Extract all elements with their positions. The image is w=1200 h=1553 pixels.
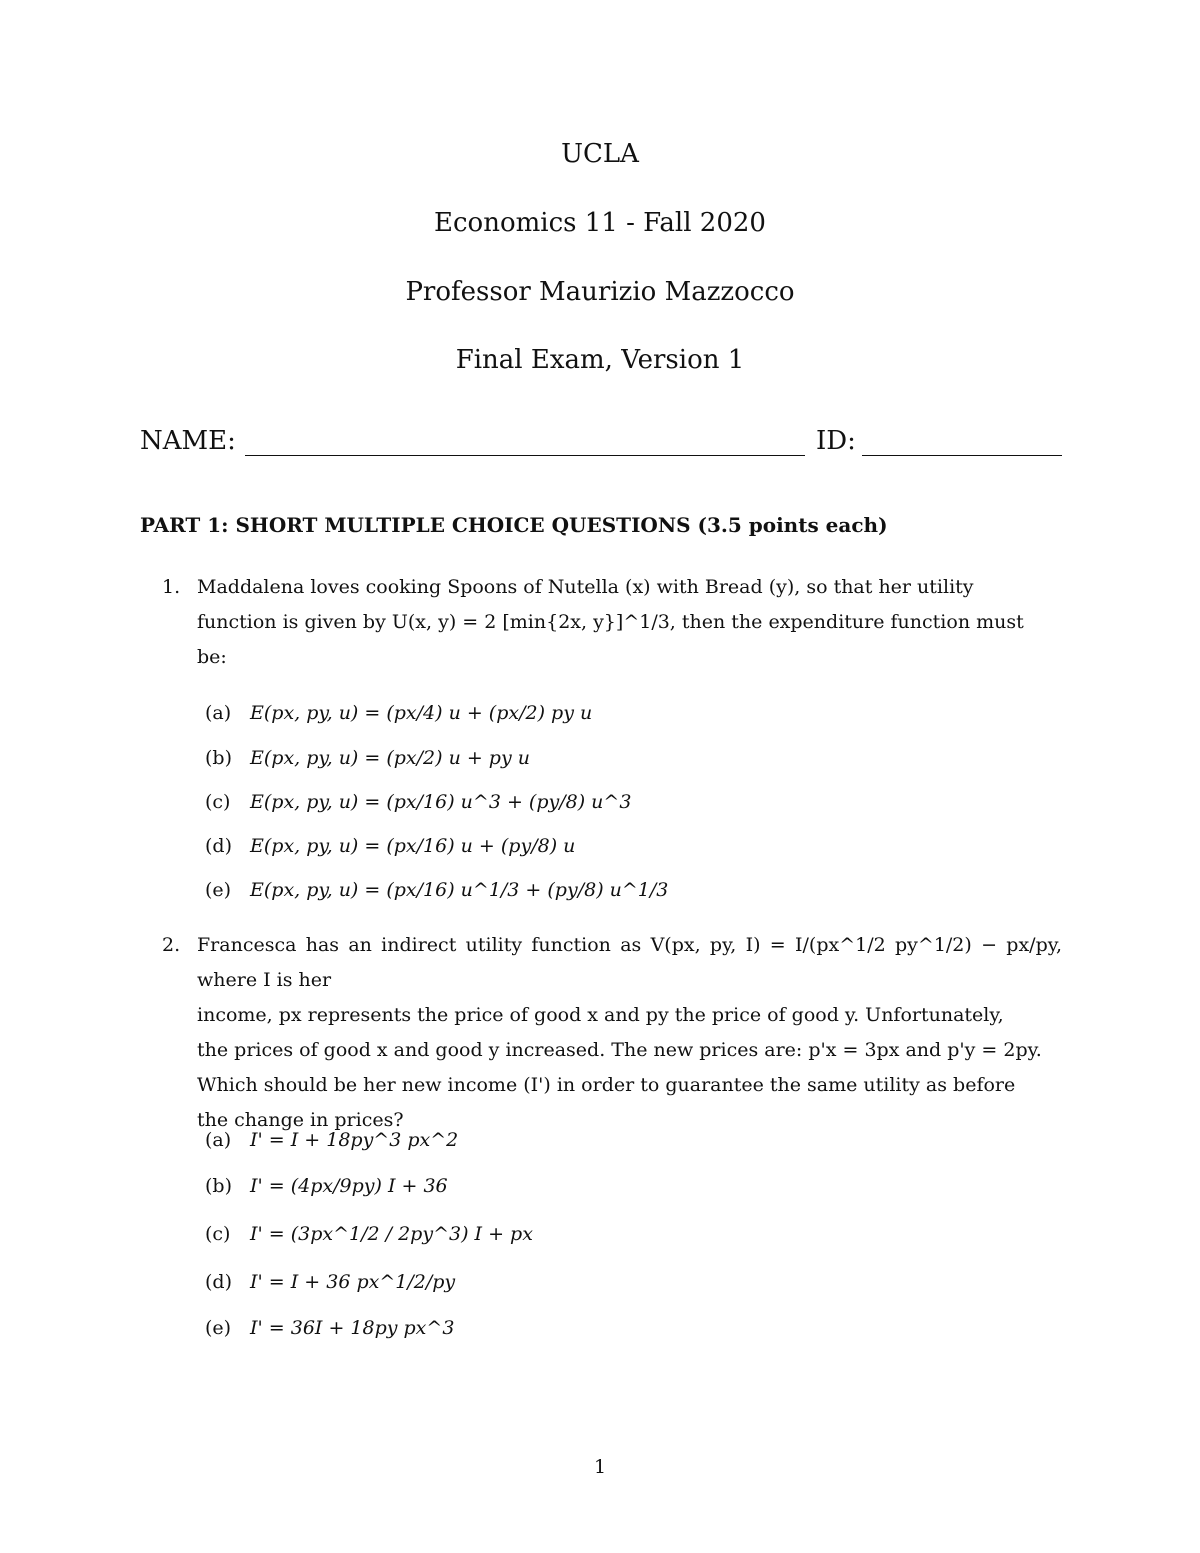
option-text: I' = I + 36 px^1/2/py xyxy=(250,1271,456,1293)
option-c[interactable] xyxy=(205,1214,533,1254)
name-label: NAME: xyxy=(140,426,236,456)
option-text: I' = (3px^1/2 / 2py^3) I + px xyxy=(250,1223,533,1245)
option-d[interactable] xyxy=(205,1262,455,1302)
exam-title: Final Exam, Version 1 xyxy=(455,345,745,375)
page-number: 1 xyxy=(593,1456,607,1478)
option-text: E(px, py, u) = (px/16) u^3 + (py/8) u^3 xyxy=(250,791,632,813)
option-label: (b) xyxy=(205,747,232,769)
option-label: (d) xyxy=(205,1271,232,1293)
institution-title: UCLA xyxy=(561,139,639,169)
option-text: E(px, py, u) = (px/4) u + (px/2) py u xyxy=(250,702,593,724)
option-text: I' = 36I + 18py px^3 xyxy=(250,1317,455,1339)
option-text: I' = I + 18py^3 px^2 xyxy=(250,1129,459,1151)
option-b[interactable] xyxy=(205,738,530,778)
option-label: (d) xyxy=(205,835,232,857)
option-a[interactable] xyxy=(205,1120,458,1160)
id-label: ID: xyxy=(816,426,856,456)
professor-name: Professor Maurizio Mazzocco xyxy=(405,277,795,307)
option-d[interactable] xyxy=(205,826,575,866)
id-blank[interactable] xyxy=(862,455,1062,456)
name-blank[interactable] xyxy=(245,455,805,456)
option-text: I' = (4px/9py) I + 36 xyxy=(250,1175,448,1197)
stem-line: be: xyxy=(197,646,227,668)
stem-line: Maddalena loves cooking Spoons of Nutella (x) with Bread (y), so that her utility xyxy=(197,576,974,598)
option-label: (e) xyxy=(205,1317,232,1339)
stem-line: Which should be her new income (I') in order to guarantee the same utility as before xyxy=(197,1074,1016,1096)
student-info-row xyxy=(140,425,1062,461)
question-number: 2. xyxy=(162,934,181,956)
option-e[interactable] xyxy=(205,870,668,910)
option-label: (b) xyxy=(205,1175,232,1197)
option-e[interactable] xyxy=(205,1308,454,1348)
option-text: E(px, py, u) = (px/16) u + (py/8) u xyxy=(250,835,576,857)
question-2 xyxy=(140,928,1062,1348)
stem-line: the prices of good x and good y increased. The new prices are: p'x = 3px and p'y = 2py. xyxy=(197,1039,1042,1061)
stem-line: the change in prices? xyxy=(197,1109,404,1131)
option-label: (a) xyxy=(205,1129,232,1151)
option-text: E(px, py, u) = (px/2) u + py u xyxy=(250,747,530,769)
course-title: Economics 11 - Fall 2020 xyxy=(434,208,766,238)
part1-heading: PART 1: SHORT MULTIPLE CHOICE QUESTIONS (3.5 points each) xyxy=(140,513,888,537)
question-stem xyxy=(197,570,1062,675)
question-1 xyxy=(140,570,1062,900)
option-label: (c) xyxy=(205,791,231,813)
stem-line: Francesca has an indirect utility function as V(px, py, I) = I/(px^1/2 py^1/2) − px/py, where I is her xyxy=(197,934,1062,991)
option-label: (c) xyxy=(205,1223,231,1245)
option-label: (a) xyxy=(205,702,232,724)
question-stem xyxy=(197,928,1062,1138)
stem-line: income, px represents the price of good x and py the price of good y. Unfortunately, xyxy=(197,1004,1004,1026)
option-b[interactable] xyxy=(205,1166,448,1206)
option-c[interactable] xyxy=(205,782,631,822)
option-a[interactable] xyxy=(205,693,592,733)
option-text: E(px, py, u) = (px/16) u^1/3 + (py/8) u^1/3 xyxy=(250,879,669,901)
stem-line: function is given by U(x, y) = 2 [min{2x, y}]^1/3, then the expenditure function must xyxy=(197,611,1024,633)
option-label: (e) xyxy=(205,879,232,901)
question-number: 1. xyxy=(162,576,181,598)
